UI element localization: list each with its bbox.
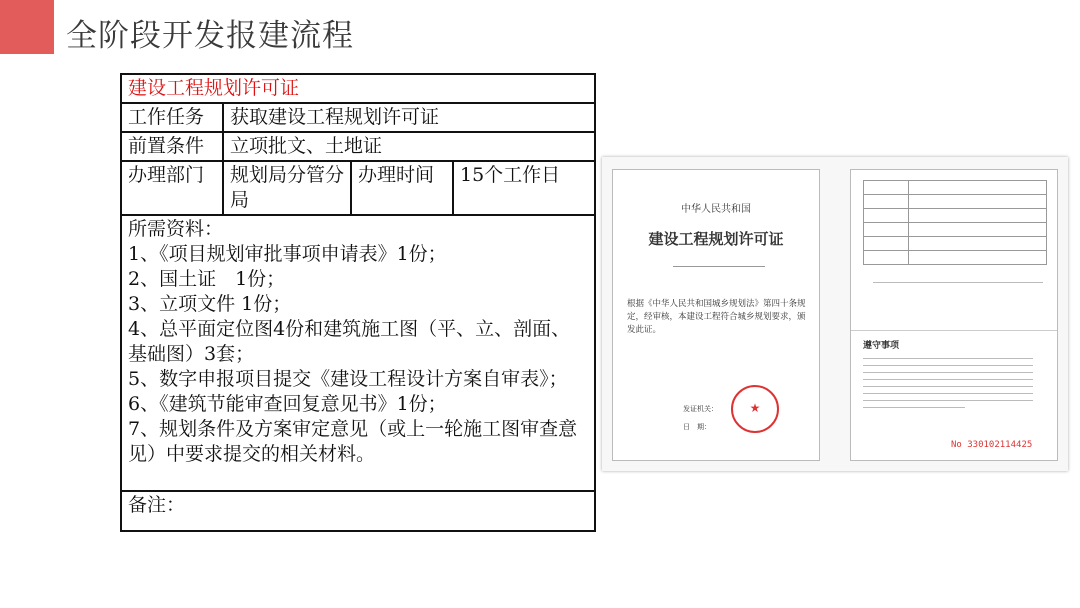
- certificate-number-line: [673, 258, 765, 267]
- permit-info-table: [120, 73, 596, 532]
- certificate-notice-title: 遵守事项: [863, 341, 900, 351]
- material-item: 1、《项目规划审批事项申请表》1份；: [128, 243, 447, 265]
- materials-heading: 所需资料：: [128, 218, 224, 240]
- certificate-issuer-label: 发证机关：: [683, 405, 718, 413]
- material-item: 4、总平面定位图4份和建筑施工图（平、立、剖面、基础图）3套；: [128, 318, 571, 365]
- material-item: 5、数字申报项目提交《建设工程设计方案自审表》；: [128, 368, 568, 390]
- precondition-value: 立项批文、土地证: [223, 132, 595, 161]
- red-seal-icon: ★: [731, 385, 779, 433]
- department-label: 办理部门: [121, 161, 223, 215]
- duration-label: 办理时间: [351, 161, 453, 215]
- certificate-footnote-line: [873, 282, 1043, 288]
- permit-certificate-image: [602, 157, 1068, 471]
- remark-label: 备注：: [121, 491, 595, 531]
- certificate-info-grid: [863, 180, 1047, 265]
- duration-value: 15个工作日: [453, 161, 595, 215]
- certificate-right-page: [850, 169, 1058, 461]
- slide-title: 全阶段开发报建流程: [66, 18, 354, 54]
- certificate-country: 中华人民共和国: [681, 204, 751, 215]
- task-label: 工作任务: [121, 103, 223, 132]
- certificate-body: 根据《中华人民共和国城乡规划法》第四十条规定，经审核，本建设工程符合城乡规划要求，颁发此证。: [627, 299, 806, 335]
- certificate-left-page: [612, 169, 820, 461]
- title-accent-block: [0, 0, 54, 54]
- precondition-label: 前置条件: [121, 132, 223, 161]
- certificate-serial-number: No 330102114425: [951, 440, 1033, 450]
- department-value: 规划局分管分局: [223, 161, 351, 215]
- material-item: 6、《建筑节能审查回复意见书》1份；: [128, 393, 447, 415]
- certificate-date-label: 日 期：: [683, 423, 711, 431]
- materials-cell: [121, 215, 595, 491]
- certificate-notice-lines: [863, 358, 1033, 414]
- material-item: 2、国土证 1份；: [128, 268, 286, 290]
- material-item: 3、立项文件 1份；: [128, 293, 292, 315]
- certificate-divider: [851, 330, 1057, 331]
- certificate-title: 建设工程规划许可证: [648, 230, 784, 248]
- permit-heading: 建设工程规划许可证: [121, 74, 595, 103]
- material-item: 7、规划条件及方案审定意见（或上一轮施工图审查意见）中要求提交的相关材料。: [128, 418, 578, 465]
- task-value: 获取建设工程规划许可证: [223, 103, 595, 132]
